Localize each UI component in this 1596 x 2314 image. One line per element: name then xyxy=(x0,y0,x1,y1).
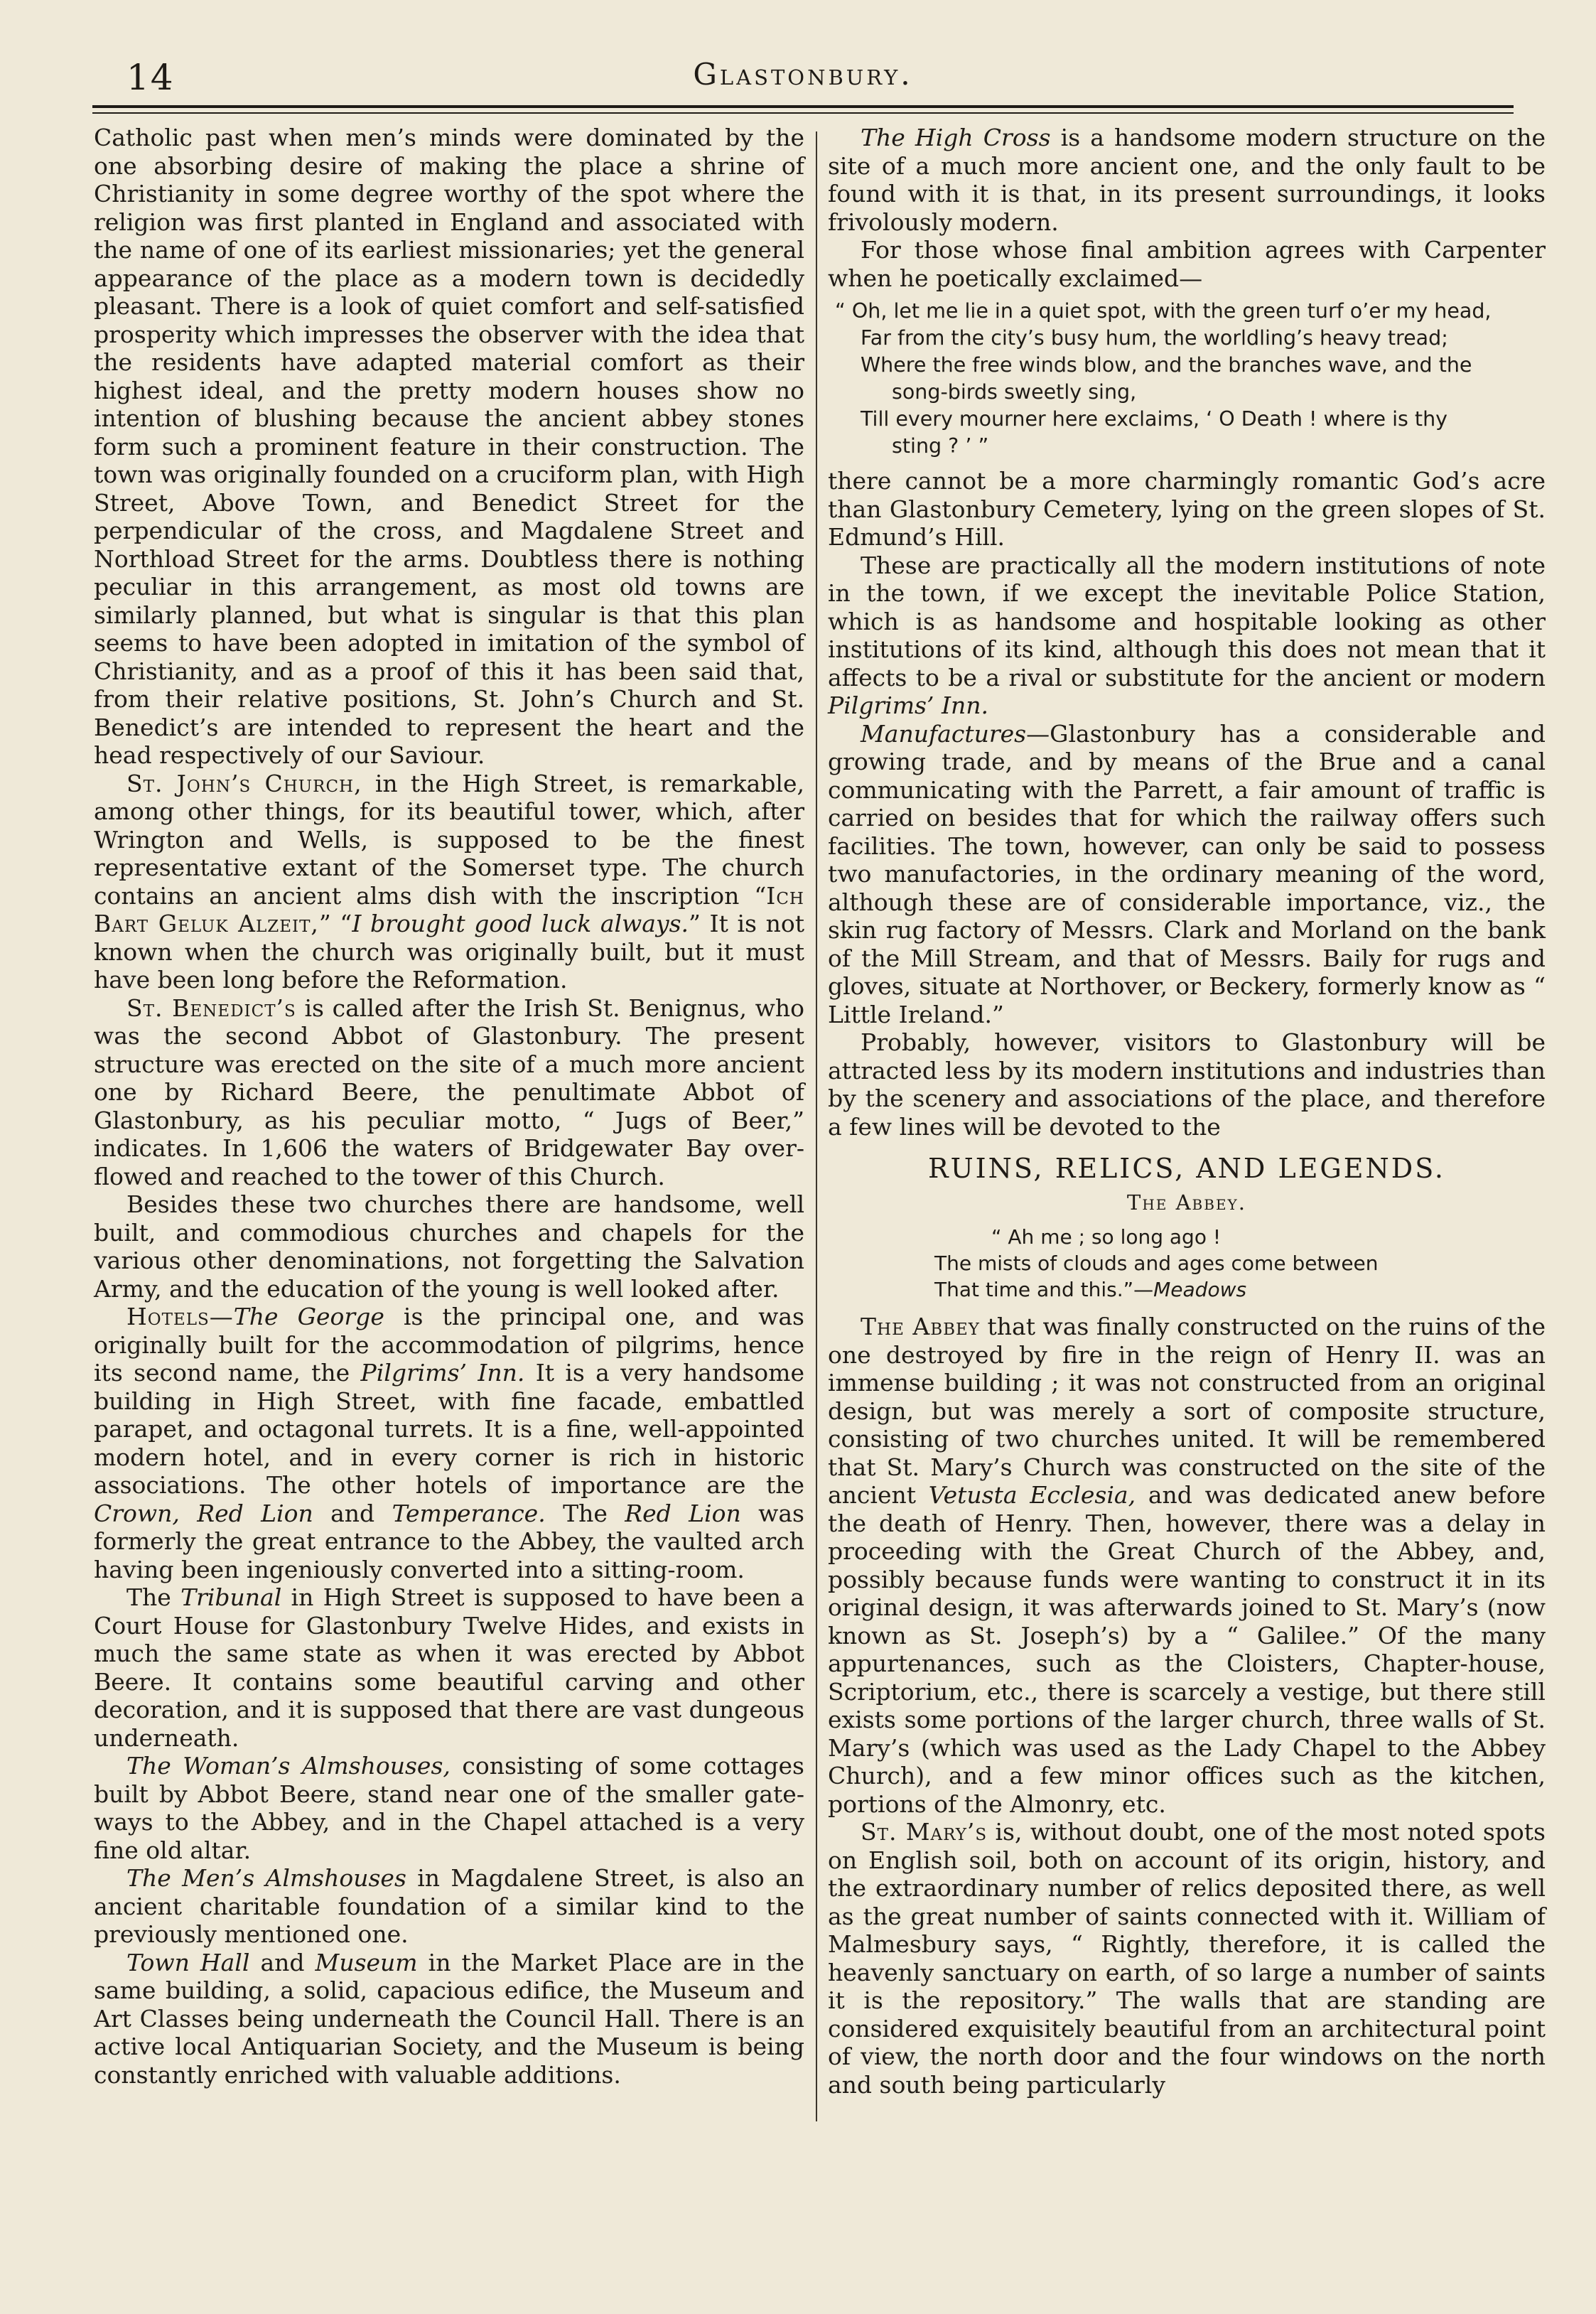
running-title: Glastonbury. xyxy=(693,57,913,92)
hotel-crown-red-lion: Crown, Red Lion xyxy=(94,1499,313,1527)
quote-line: “ Ah me ; so long ago ! xyxy=(991,1225,1222,1249)
epigraph-quote xyxy=(934,1224,1546,1303)
paragraph-visitors: Probably, however, visitors to Glastonbury will be attracted less by its modern institutions and industries than by the scenery and associations of the place, and therefore a few lines will be devoted to the xyxy=(828,1028,1546,1141)
paragraph-mens-almshouses: The Men’s Almshouses in Magdalene Street, is also an ancient charitable foundation of a similar kind to the previously mentioned one. xyxy=(94,1864,804,1948)
left-column xyxy=(94,124,804,2089)
paragraph-st-johns-church: St. John’s Church, in the High Street, is remarkable, among other things, for its beautiful tower, which, after Wrington and Wells, is supposed to be the finest representative extant of the Somerset type. The church contains an ancient alms dish with the inscription “Ich Bart Geluk Alzeit,” “I brought good luck always.” It is not known when the church was originally built, but it must have been long before the Reformation. xyxy=(94,769,805,994)
poem-block xyxy=(835,298,1546,460)
paragraph-high-cross: The High Cross is a handsome modern structure on the site of a much more ancient one, and the only fault to be found with it is that, in its present surroundings, it looks frivolously modern. xyxy=(828,124,1546,236)
hotel-the-george: The George xyxy=(233,1303,384,1330)
poem-line: Till every mourner here exclaims, ‘ O Death ! where is thy xyxy=(861,407,1448,431)
paragraph-tribunal: The Tribunal in High Street is supposed to have been a Court House for Glastonbury Twelve Hides, and exists in much the same state as when it was erected by Abbot Beere. It contains some beautiful carving and other decoration, and it is supposed that there are vast dungeous underneath. xyxy=(94,1583,804,1752)
pilgrims-inn-term: Pilgrims’ Inn. xyxy=(828,691,989,719)
paragraph-carpenter: For those whose final ambition agrees with Carpenter when he poetically exclaimed— xyxy=(828,236,1546,292)
hotel-pilgrims-inn: Pilgrims’ Inn. xyxy=(360,1359,525,1387)
hotel-temperance: Temperance. xyxy=(392,1499,546,1527)
paragraph-churches: Besides these two churches there are handsome, well built, and commodious churches and chapels for the various other denominations, not forgetting the Salvation Army, and the education of the young is well looked after. xyxy=(94,1190,804,1303)
hotel-red-lion: Red Lion xyxy=(625,1499,741,1527)
quote-line: That time and this.”—Meadows xyxy=(934,1278,1247,1301)
page-number: 14 xyxy=(126,57,175,98)
poem-line: “ Oh, let me lie in a quiet spot, with the green turf o’er my head, xyxy=(835,299,1492,323)
paragraph-town-hall: Town Hall and Museum in the Market Place are in the same building, a solid, capacious edifice, the Museum and Art Classes being underneath the Council Hall. There is an active local Antiquarian Society, and the Museum is being constantly enriched with valuable additions. xyxy=(94,1948,804,2089)
right-column xyxy=(828,124,1546,2099)
town-hall-term: Town Hall xyxy=(126,1948,250,1976)
paragraph-catholic-past: Catholic past when men’s minds were dominated by the one absorbing desire of making the place a shrine of Christianity in some degree worthy of the spot where the religion was first planted in England and associated with the name of one of its earliest missionaries; yet the general appearance of the place as a modern town is decidedly pleasant. There is a look of quiet comfort and self-satisfied prosperity which impresses the observer with the idea that the residents have adapted material comfort as their highest ideal, and the pretty modern houses show no intention of blushing because the ancient abbey stones form such a prominent feature in their construction. The town was originally founded on a cruciform plan, with High Street, Above Town, and Benedict Street for the perpendicular of the cross, and Magdalene Street and Northload Street for the arms. Doubtless there is nothing peculiar in this arrangement, as most old towns are similarly planned, but what is singular is that this plan seems to have been adopted in imitation of the symbol of Christianity, and as a proof of this it has been said that, from their relative positions, St. John’s Church and St. Benedict’s are intended to represent the heart and the head respectively of our Saviour. xyxy=(94,124,804,769)
quote-line: The mists of clouds and ages come between xyxy=(934,1252,1379,1275)
paragraph-institutions: These are practically all the modern institutions of note in the town, if we except the inevitable Police Station, which is as handsome and hospitable looking as other institutions of its kind, although this does not mean that it affects to be a rival or substitute for the ancient or modern Pilgrims’ Inn. xyxy=(828,551,1546,719)
section-subheading: The Abbey. xyxy=(1127,1190,1246,1215)
inscription-text: Ich Bart Geluk Alzeit, xyxy=(94,881,804,937)
header-rule-thick xyxy=(92,105,1514,108)
poem-line: Far from the city’s busy hum, the worldling’s heavy tread; xyxy=(861,326,1448,350)
paragraph-hotels: Hotels—The George is the principal one, and was originally built for the accommodation of pilgrims, hence its second name, the Pilgrims’ Inn. It is a very handsome building in High Street, with fine facade, embattled parapet, and octagonal turrets. It is a fine, well-appointed modern hotel, and in every corner is rich in historic associations. The other hotels of importance are the Crown, Red Lion and Temperance. The Red Lion was formerly the great entrance to the Abbey, the vaulted arch having been ingeniously converted into a sitting-room. xyxy=(94,1303,804,1583)
the-abbey-term: The Abbey xyxy=(861,1313,980,1340)
hotels-term: Hotels— xyxy=(126,1303,234,1330)
inscription-translation: I brought good luck always. xyxy=(352,910,689,937)
paragraph-st-marys: St. Mary’s is, without doubt, one of the most noted spots on English soil, both on account of its origin, history, and the extraordinary number of relics deposited there, as well as the great number of saints connected with it. William of Malmesbury says, “ Rightly, therefore, it is called the heavenly sanctuary on earth, of so large a number of saints it is the repository.” The walls that are standing are considered exquisitely beautiful from an architectural point of view, the north door and the four windows on the north and south being particularly xyxy=(828,1818,1546,2099)
mens-almshouses-term: The Men’s Almshouses xyxy=(126,1864,406,1892)
paragraph-the-abbey: The Abbey that was finally constructed on the ruins of the one destroyed by fire in the reign of Henry II. was an immense building ; it was not constructed from an original design, but was merely a sort of composite structure, consisting of two churches united. It will be remembered that St. Mary’s Church was constructed on the site of the ancient Vetusta Ecclesia, and was dedicated anew before the death of Henry. Then, however, there was a delay in proceeding with the Great Church of the Abbey, and, possibly because funds were wanting to construct it in its original design, it was afterwards joined to St. Mary’s (now known as St. Joseph’s) by a “ Galilee.” Of the many appurtenances, such as the Cloisters, Chapter-house, Scriptorium, etc., there is scarcely a vestige, but there still exists some portions of the larger church, three walls of St. Mary’s (which was used as the Lady Chapel to the Abbey Church), and a few minor offices such as the kitchen, portions of the Almonry, etc. xyxy=(828,1313,1546,1818)
museum-term: Museum xyxy=(315,1948,418,1976)
paragraph-manufactures: Manufactures—Glastonbury has a considerable and growing trade, and by means of the Brue and a canal communicating with the Parrett, a fair amount of traffic is carried on besides that for which the railway offers such facilities. The town, however, can only be said to possess two manufactories, in the ordinary meaning of the word, although these are of considerable importance, viz., the skin rug factory of Messrs. Clark and Morland on the bank of the Mill Stream, and that of Messrs. Baily for rugs and gloves, situate at Northover, or Beckery, formerly know as “ Little Ireland.” xyxy=(828,719,1546,1028)
paragraph-st-benedicts: St. Benedict’s is called after the Irish St. Benignus, who was the second Abbot of Glastonbury. The present structure was erected on the site of a much more ancient one by Richard Beere, the penultimate Abbot of Glastonbury, as his peculiar motto, “ Jugs of Beer,” indicates. In 1,606 the waters of Bridgewater Bay over-flowed and reached to the tower of this Church. xyxy=(94,994,804,1190)
section-heading: RUINS, RELICS, AND LEGENDS. xyxy=(927,1153,1446,1184)
header-rule-thin xyxy=(92,112,1514,114)
tribunal-term: Tribunal xyxy=(180,1583,282,1611)
paragraph-cemetery: there cannot be a more charmingly romantic God’s acre than Glastonbury Cemetery, lying on the green slopes of St. Edmund’s Hill. xyxy=(828,467,1546,551)
page-header xyxy=(92,43,1514,121)
womans-almshouses-term: The Woman’s Almshouses, xyxy=(126,1752,451,1780)
poem-line: song-birds sweetly sing, xyxy=(892,380,1137,404)
poem-line: sting ? ’ ” xyxy=(892,434,989,458)
paragraph-womans-almshouses: The Woman’s Almshouses, consisting of some cottages built by Abbot Beere, stand near one of the smaller gate-ways to the Abbey, and in the Chapel attached is a very fine old altar. xyxy=(94,1752,804,1864)
quote-attribution: Meadows xyxy=(1153,1278,1247,1301)
manufactures-term: Manufactures xyxy=(861,719,1027,748)
poem-line: Where the free winds blow, and the branches wave, and the xyxy=(861,353,1472,377)
st-johns-church-term: St. John’s Church, xyxy=(126,769,362,797)
st-benedicts-term: St. Benedict’s xyxy=(126,994,296,1022)
vetusta-ecclesia-term: Vetusta Ecclesia, xyxy=(928,1481,1136,1509)
st-marys-term: St. Mary’s xyxy=(861,1818,988,1846)
column-divider xyxy=(816,131,817,2121)
high-cross-term: The High Cross xyxy=(861,124,1051,151)
